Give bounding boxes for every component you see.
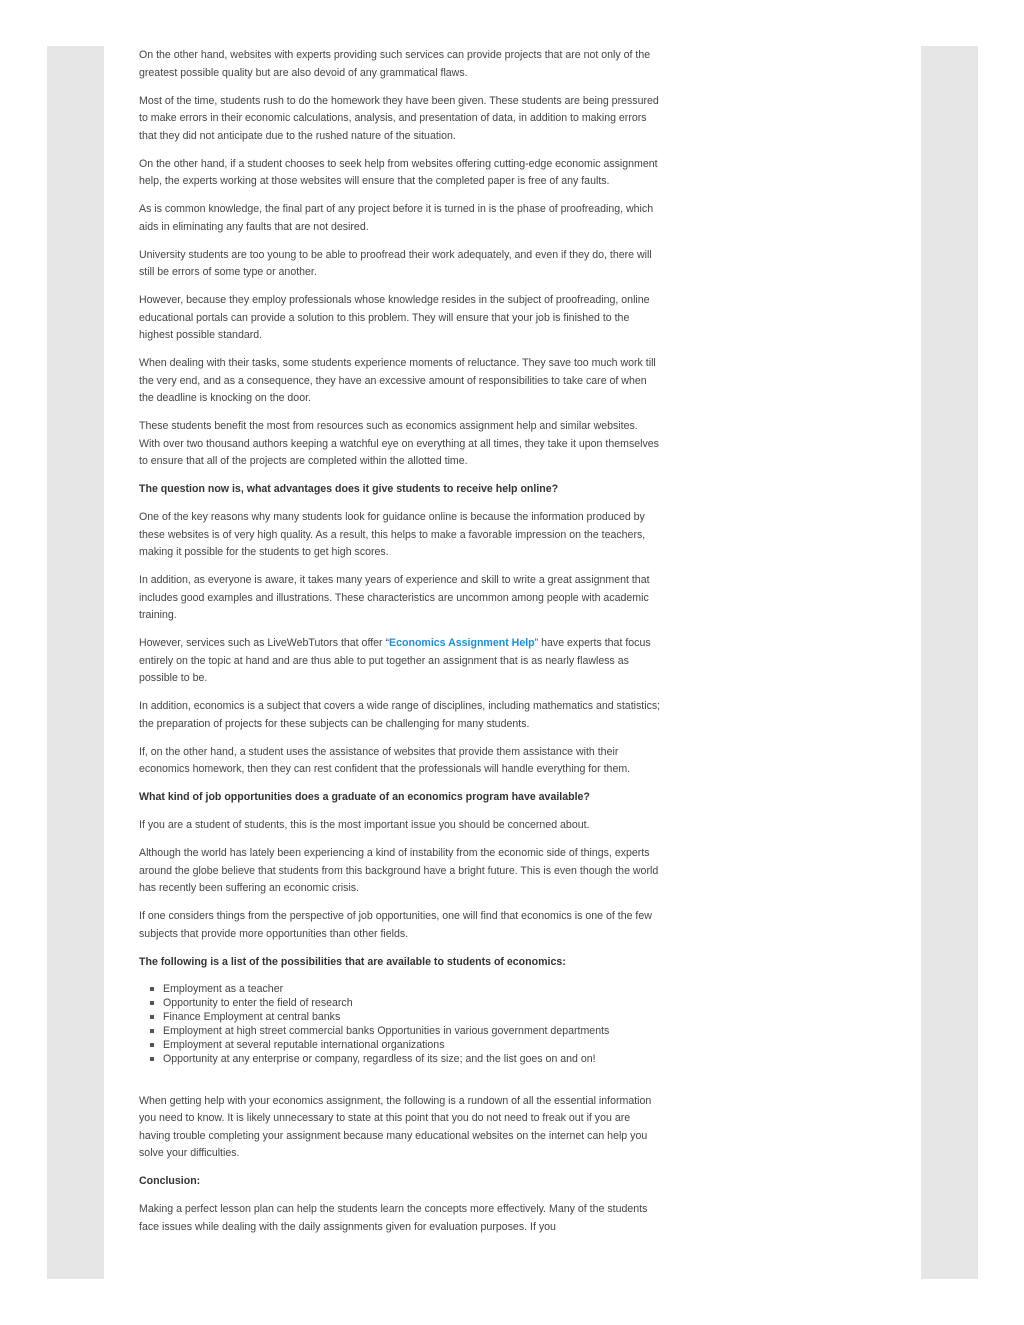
paragraph: Most of the time, students rush to do the homework they have been given. These students are being pressured to make errors in their economic calculations, analysis, and presentation of data, in addition to making errors that they did not anticipate due to the rushed nature of the situation.: [139, 94, 659, 142]
right-margin-panel: [921, 46, 978, 1279]
paragraph-text: However, services such as LiveWebTutors that offer “: [139, 637, 390, 649]
list-item: Opportunity to enter the field of research: [163, 996, 661, 1010]
section-heading: The following is a list of the possibilities that are available to students of economics:: [139, 955, 566, 968]
paragraph-with-link: [139, 635, 661, 688]
section-heading: The question now is, what advantages does it give students to receive help online?: [139, 483, 559, 495]
list-item: Employment as a teacher: [163, 982, 661, 996]
paragraph: One of the key reasons why many students look for guidance online is because the information produced by these websites is of very high quality. As a result, this helps to make a favorable impression on the teachers, making it possible for the students to get high scores.: [139, 511, 646, 558]
paragraph: On the other hand, if a student chooses to seek help from websites offering cutting-edge economic assignment help, the experts working at those websites will ensure that the completed paper is free of any faults.: [139, 157, 658, 187]
article-body: [139, 47, 661, 1247]
paragraph: University students are too young to be able to proofread their work adequately, and even if they do, there will still be errors of some type or another.: [139, 248, 652, 278]
paragraph-text: ” have experts that focus entirely on the topic at hand and are thus able to put together an assignment that is as nearly flawless as possible to be.: [139, 637, 651, 684]
paragraph: Making a perfect lesson plan can help the students learn the concepts more effectively. Many of the students face issues while dealing with the daily assignments given for evaluation purposes. If you: [139, 1203, 648, 1233]
paragraph: As is common knowledge, the final part of any project before it is turned in is the phase of proofreading, which aids in eliminating any faults that are not desired.: [139, 203, 654, 233]
opportunities-list: [139, 982, 661, 1066]
paragraph: When dealing with their tasks, some students experience moments of reluctance. They save too much work till the very end, and as a consequence, they have an excessive amount of responsibilities to take care of when the deadline is knocking on the door.: [139, 357, 656, 404]
paragraph: When getting help with your economics assignment, the following is a rundown of all the essential information you need to know. It is likely unnecessary to state at this point that you do not need to freak out if you are having trouble completing your assignment because many educational websites on the internet can help you solve your difficulties.: [139, 1094, 652, 1159]
paragraph: On the other hand, websites with experts providing such services can provide projects that are not only of the greatest possible quality but are also devoid of any grammatical flaws.: [139, 49, 651, 79]
list-item: Employment at high street commercial banks Opportunities in various government departments: [163, 1024, 661, 1038]
left-margin-panel: [47, 46, 104, 1279]
list-item: Employment at several reputable international organizations: [163, 1038, 661, 1052]
paragraph: Although the world has lately been experiencing a kind of instability from the economic side of things, experts around the globe believe that students from this background have a bright future. This is even though the world has recently been suffering an economic crisis.: [139, 847, 659, 894]
list-item: Opportunity at any enterprise or company, regardless of its size; and the list goes on and on!: [163, 1052, 661, 1066]
paragraph: If one considers things from the perspective of job opportunities, one will find that economics is one of the few subjects that provide more opportunities than other fields.: [139, 910, 652, 940]
conclusion-heading: Conclusion:: [139, 1175, 201, 1187]
economics-assignment-help-link[interactable]: Economics Assignment Help: [389, 637, 535, 649]
paragraph: If you are a student of students, this is the most important issue you should be concerned about.: [139, 819, 590, 831]
paragraph: If, on the other hand, a student uses the assistance of websites that provide them assistance with their economics homework, then they can rest confident that the professionals will handle everything for them.: [139, 745, 631, 775]
section-heading: What kind of job opportunities does a graduate of an economics program have available?: [139, 791, 590, 803]
list-item: Finance Employment at central banks: [163, 1010, 661, 1024]
paragraph: However, because they employ professionals whose knowledge resides in the subject of proofreading, online educational portals can provide a solution to this problem. They will ensure that your job is finished to the highest possible standard.: [139, 294, 650, 341]
paragraph: In addition, economics is a subject that covers a wide range of disciplines, including mathematics and statistics; the preparation of projects for these subjects can be challenging for many students.: [139, 700, 661, 730]
paragraph: In addition, as everyone is aware, it takes many years of experience and skill to write a great assignment that includes good examples and illustrations. These characteristics are uncommon among people with academic training.: [139, 574, 650, 621]
paragraph: These students benefit the most from resources such as economics assignment help and similar websites. With over two thousand authors keeping a watchful eye on everything at all times, they take it upon themselves to ensure that all of the projects are completed within the allotted time.: [139, 420, 659, 467]
